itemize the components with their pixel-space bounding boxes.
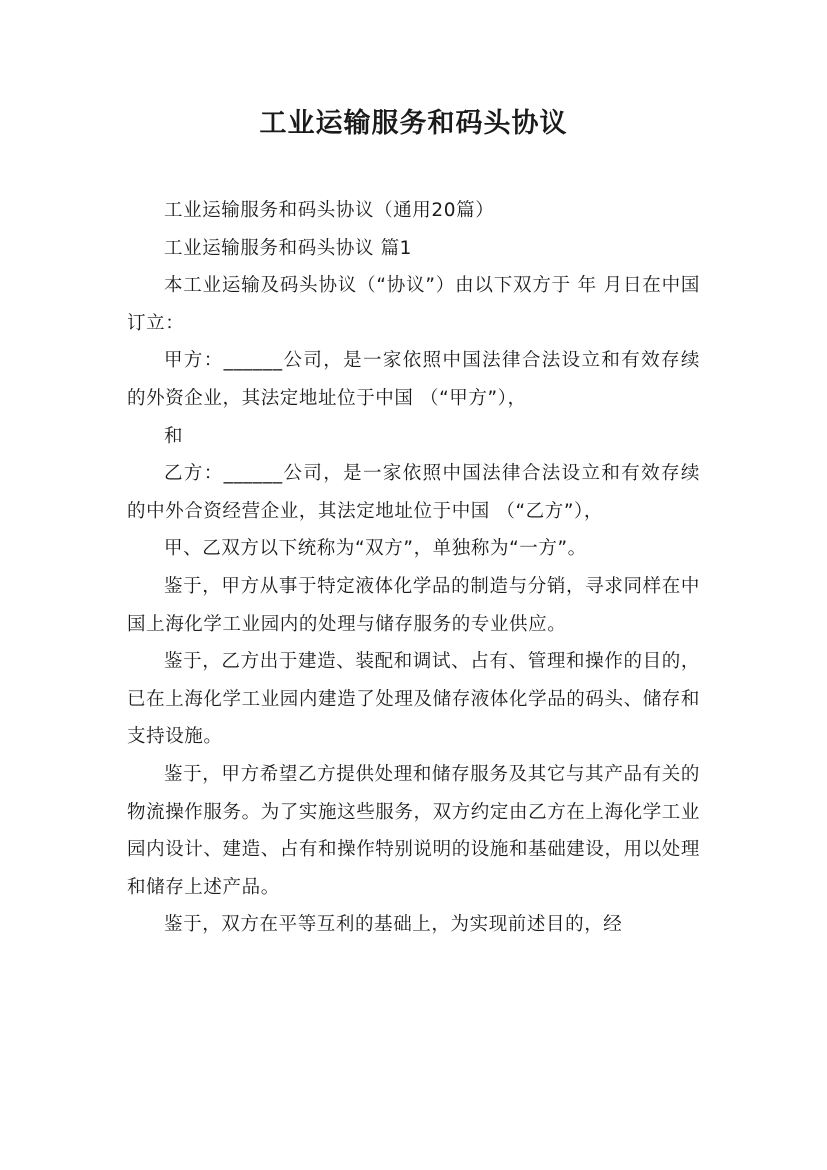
document-body	[127, 192, 700, 944]
paragraph-whereas-2: 鉴于，乙方出于建造、装配和调试、占有、管理和操作的目的，已在上海化学工业园内建造了处理及储存液体化学品的码头、储存和支持设施。	[127, 651, 701, 748]
document-title: 工业运输服务和码头协议	[259, 108, 568, 139]
paragraph-section-heading: 工业运输服务和码头协议 篇1	[164, 237, 413, 259]
paragraph-whereas-3: 鉴于，甲方希望乙方提供处理和储存服务及其它与其产品有关的物流操作服务。为了实施这些服务，双方约定由乙方在上海化学工业园内设计、建造、占有和操作特别说明的设施和基础建设，用以处理和储存上述产品。	[127, 763, 701, 898]
paragraph-whereas-4: 鉴于，双方在平等互利的基础上，为实现前述目的，经	[164, 914, 623, 936]
paragraph-intro: 本工业运输及码头协议（“协议”）由以下双方于 年 月日在中国 订立：	[127, 275, 700, 334]
paragraph-subtitle: 工业运输服务和码头协议（通用20篇）	[164, 200, 495, 221]
paragraph-and: 和	[164, 425, 184, 447]
paragraph-parties-definition: 甲、乙双方以下统称为“双方”，单独称为“一方”。	[164, 538, 587, 560]
paragraph-party-a: 甲方：______公司，是一家依照中国法律合法设立和有效存续的外资企业，其法定地址位于中国 （“甲方”），	[127, 350, 700, 409]
paragraph-party-b: 乙方：______公司，是一家依照中国法律合法设立和有效存续的中外合资经营企业，其法定地址位于中国 （“乙方”），	[127, 463, 700, 522]
paragraph-whereas-1: 鉴于，甲方从事于特定液体化学品的制造与分销，寻求同样在中国上海化学工业园内的处理与储存服务的专业供应。	[127, 575, 700, 635]
